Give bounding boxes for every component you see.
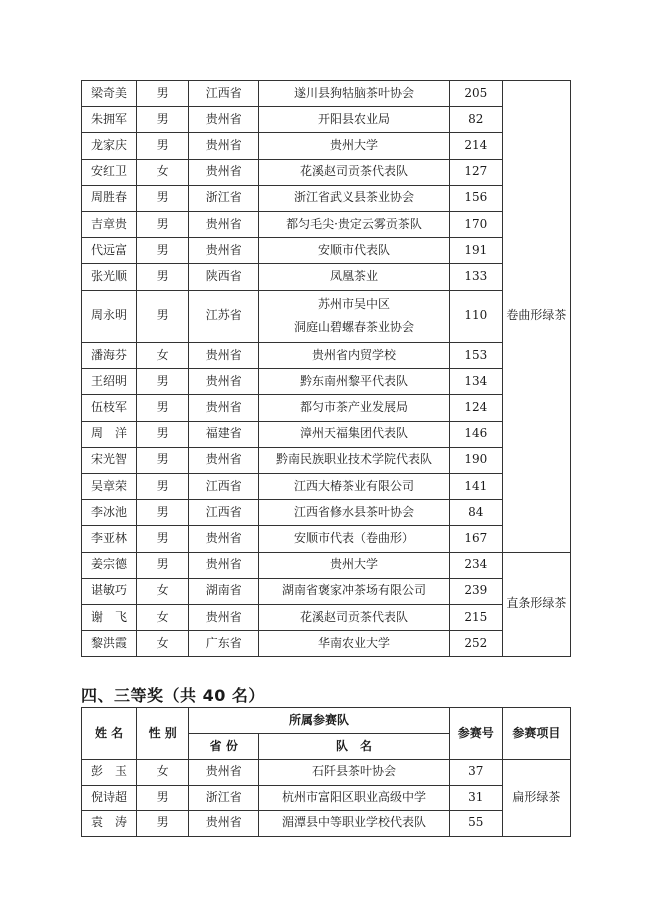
contestant-number: 234 <box>449 552 502 578</box>
table-row <box>82 604 571 630</box>
table-row <box>82 552 571 578</box>
table-row <box>82 185 571 211</box>
contestant-name: 谌敏巧 <box>82 578 137 604</box>
header-team-group: 所属参赛队 <box>189 708 450 734</box>
table-header-row <box>82 708 571 734</box>
contestant-name: 李亚林 <box>82 526 137 552</box>
contestant-province: 贵州省 <box>189 811 259 837</box>
contestant-gender: 男 <box>137 211 189 237</box>
contestant-name: 彭 玉 <box>82 760 137 786</box>
contestant-name: 谢 飞 <box>82 604 137 630</box>
contestant-team: 都匀市茶产业发展局 <box>259 395 449 421</box>
table-row <box>82 500 571 526</box>
contestant-name: 周 洋 <box>82 421 137 447</box>
contestant-team: 安顺市代表（卷曲形） <box>259 526 449 552</box>
contestant-team: 杭州市富阳区职业高级中学 <box>259 785 449 811</box>
contestant-province: 贵州省 <box>189 369 259 395</box>
contestant-number: 55 <box>449 811 502 837</box>
contestant-province: 贵州省 <box>189 211 259 237</box>
contestant-team: 漳州天福集团代表队 <box>259 421 449 447</box>
contestant-team: 黔东南州黎平代表队 <box>259 369 449 395</box>
header-province: 省 份 <box>189 734 259 760</box>
contestant-team: 江西大椿茶业有限公司 <box>259 473 449 499</box>
contestant-gender: 女 <box>137 760 189 786</box>
contestant-name: 王绍明 <box>82 369 137 395</box>
contestant-name: 梁奇美 <box>82 81 137 107</box>
contestant-name: 龙家庆 <box>82 133 137 159</box>
contestant-province: 贵州省 <box>189 395 259 421</box>
contestant-province: 贵州省 <box>189 238 259 264</box>
contestant-number: 110 <box>449 290 502 343</box>
contestant-gender: 男 <box>137 552 189 578</box>
contestant-number: 153 <box>449 343 502 369</box>
table-row <box>82 81 571 107</box>
contestant-gender: 男 <box>137 811 189 837</box>
contestant-number: 127 <box>449 159 502 185</box>
table-row <box>82 264 571 290</box>
contestant-province: 江西省 <box>189 81 259 107</box>
contestant-number: 191 <box>449 238 502 264</box>
contestant-team: 凤凰茶业 <box>259 264 449 290</box>
contestant-gender: 男 <box>137 264 189 290</box>
contestant-number: 133 <box>449 264 502 290</box>
category-cell: 直条形绿茶 <box>502 552 570 657</box>
contestant-province: 福建省 <box>189 421 259 447</box>
contestant-province: 贵州省 <box>189 447 259 473</box>
contestant-gender: 男 <box>137 395 189 421</box>
contestant-team: 黔南民族职业技术学院代表队 <box>259 447 449 473</box>
contestant-team: 开阳县农业局 <box>259 107 449 133</box>
third-prize-table <box>81 707 571 837</box>
section-heading: 四、三等奖（共 40 名） <box>81 686 265 705</box>
table-row <box>82 473 571 499</box>
contestant-province: 贵州省 <box>189 526 259 552</box>
contestant-gender: 男 <box>137 369 189 395</box>
contestant-province: 湖南省 <box>189 578 259 604</box>
contestant-province: 浙江省 <box>189 185 259 211</box>
contestant-name: 安红卫 <box>82 159 137 185</box>
table-row <box>82 211 571 237</box>
contestant-name: 倪诗超 <box>82 785 137 811</box>
contestant-name: 吉章贵 <box>82 211 137 237</box>
contestant-team: 石阡县茶叶协会 <box>259 760 449 786</box>
contestant-province: 江西省 <box>189 500 259 526</box>
contestant-gender: 女 <box>137 578 189 604</box>
contestant-province: 贵州省 <box>189 343 259 369</box>
contestant-gender: 女 <box>137 631 189 657</box>
contestant-number: 124 <box>449 395 502 421</box>
table-row <box>82 290 571 343</box>
contestant-province: 江苏省 <box>189 290 259 343</box>
contestant-number: 134 <box>449 369 502 395</box>
contestant-name: 吴章荣 <box>82 473 137 499</box>
contestant-gender: 男 <box>137 421 189 447</box>
table-row <box>82 811 571 837</box>
table-row <box>82 447 571 473</box>
contestant-name: 代远富 <box>82 238 137 264</box>
contestant-team: 湄潭县中等职业学校代表队 <box>259 811 449 837</box>
contestant-gender: 男 <box>137 133 189 159</box>
contestant-team: 花溪赵司贡茶代表队 <box>259 604 449 630</box>
contestant-gender: 女 <box>137 159 189 185</box>
table-row <box>82 238 571 264</box>
award-table-continued <box>81 80 571 657</box>
contestant-team: 花溪赵司贡茶代表队 <box>259 159 449 185</box>
contestant-team <box>259 290 449 343</box>
header-team: 队 名 <box>259 734 449 760</box>
contestant-gender: 男 <box>137 107 189 133</box>
contestant-gender: 男 <box>137 238 189 264</box>
contestant-number: 84 <box>449 500 502 526</box>
contestant-province: 贵州省 <box>189 760 259 786</box>
contestant-number: 31 <box>449 785 502 811</box>
contestant-number: 37 <box>449 760 502 786</box>
table-row <box>82 369 571 395</box>
contestant-province: 浙江省 <box>189 785 259 811</box>
table-row <box>82 159 571 185</box>
contestant-number: 214 <box>449 133 502 159</box>
contestant-number: 170 <box>449 211 502 237</box>
contestant-number: 205 <box>449 81 502 107</box>
contestant-name: 姜宗德 <box>82 552 137 578</box>
contestant-name: 袁 涛 <box>82 811 137 837</box>
contestant-team: 江西省修水县茶叶协会 <box>259 500 449 526</box>
contestant-name: 周胜春 <box>82 185 137 211</box>
contestant-province: 广东省 <box>189 631 259 657</box>
contestant-number: 141 <box>449 473 502 499</box>
table-row <box>82 785 571 811</box>
contestant-number: 215 <box>449 604 502 630</box>
contestant-gender: 男 <box>137 785 189 811</box>
header-name: 姓 名 <box>82 708 137 760</box>
contestant-name: 黎洪霞 <box>82 631 137 657</box>
table-row <box>82 526 571 552</box>
contestant-team: 安顺市代表队 <box>259 238 449 264</box>
contestant-number: 82 <box>449 107 502 133</box>
contestant-name: 周永明 <box>82 290 137 343</box>
contestant-team: 都匀毛尖·贵定云雾贡茶队 <box>259 211 449 237</box>
table-row <box>82 343 571 369</box>
header-number: 参赛号 <box>449 708 502 760</box>
team-line-1: 苏州市吴中区 <box>318 297 391 312</box>
contestant-number: 190 <box>449 447 502 473</box>
contestant-name: 李冰池 <box>82 500 137 526</box>
contestant-team: 贵州大学 <box>259 133 449 159</box>
contestant-gender: 男 <box>137 526 189 552</box>
contestant-number: 146 <box>449 421 502 447</box>
contestant-name: 宋光智 <box>82 447 137 473</box>
contestant-team: 贵州省内贸学校 <box>259 343 449 369</box>
table-row <box>82 760 571 786</box>
category-cell: 扁形绿茶 <box>502 760 570 837</box>
table-row <box>82 107 571 133</box>
contestant-number: 156 <box>449 185 502 211</box>
contestant-gender: 男 <box>137 447 189 473</box>
contestant-gender: 女 <box>137 604 189 630</box>
contestant-gender: 男 <box>137 473 189 499</box>
table-row <box>82 133 571 159</box>
contestant-number: 239 <box>449 578 502 604</box>
contestant-team: 贵州大学 <box>259 552 449 578</box>
table-row <box>82 395 571 421</box>
contestant-name: 伍枝军 <box>82 395 137 421</box>
contestant-team: 遂川县狗牯脑茶叶协会 <box>259 81 449 107</box>
table-row <box>82 421 571 447</box>
team-line-2: 洞庭山碧螺春茶业协会 <box>294 320 415 335</box>
contestant-province: 贵州省 <box>189 552 259 578</box>
contestant-gender: 男 <box>137 290 189 343</box>
contestant-province: 陕西省 <box>189 264 259 290</box>
contestant-number: 167 <box>449 526 502 552</box>
contestant-name: 潘海芬 <box>82 343 137 369</box>
header-gender: 性 别 <box>137 708 189 760</box>
table-row <box>82 578 571 604</box>
contestant-team: 浙江省武义县茶业协会 <box>259 185 449 211</box>
contestant-gender: 男 <box>137 81 189 107</box>
contestant-team: 湖南省褒家冲茶场有限公司 <box>259 578 449 604</box>
contestant-name: 张光顺 <box>82 264 137 290</box>
contestant-gender: 男 <box>137 185 189 211</box>
contestant-province: 贵州省 <box>189 107 259 133</box>
category-cell: 卷曲形绿茶 <box>502 81 570 553</box>
contestant-province: 贵州省 <box>189 133 259 159</box>
header-category: 参赛项目 <box>502 708 570 760</box>
contestant-name: 朱拥军 <box>82 107 137 133</box>
contestant-province: 贵州省 <box>189 159 259 185</box>
contestant-gender: 男 <box>137 500 189 526</box>
contestant-number: 252 <box>449 631 502 657</box>
contestant-province: 江西省 <box>189 473 259 499</box>
contestant-gender: 女 <box>137 343 189 369</box>
contestant-province: 贵州省 <box>189 604 259 630</box>
table-row <box>82 631 571 657</box>
contestant-team: 华南农业大学 <box>259 631 449 657</box>
